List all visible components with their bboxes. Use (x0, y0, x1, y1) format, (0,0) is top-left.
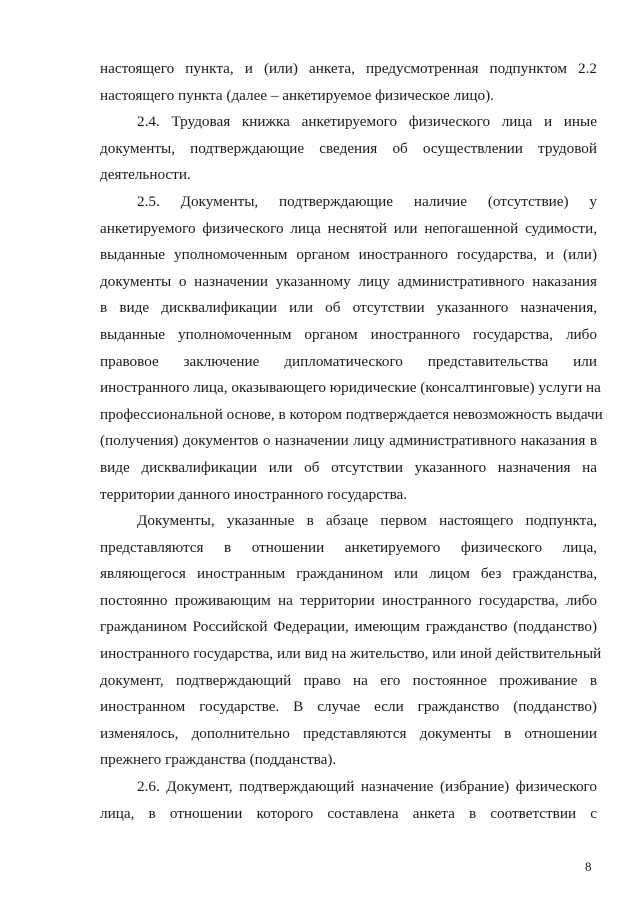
text-line: Документы, указанные в абзаце первом настоящего подпункта, (137, 512, 597, 530)
text-line: настоящего пункта, и (или) анкета, предусмотренная подпунктом 2.2 (100, 60, 597, 77)
text-line: иностранного лица, оказывающего юридические (консалтинговые) услуги на (100, 379, 601, 397)
text-line: прежнего гражданства (подданства). (100, 751, 337, 769)
text-line: документы, подтверждающие сведения об осуществлении трудовой (100, 139, 597, 157)
text-line: профессиональной основе, в котором подтверждается невозможность выдачи (100, 405, 603, 423)
text-line: деятельности. (100, 166, 191, 184)
paragraph-2-5 (100, 189, 603, 508)
text-line: иностранного государства, или вид на жительство, или иной действительный (100, 645, 602, 663)
text-line: представляются в отношении анкетируемого физического лица, (100, 538, 597, 556)
text-line: 2.5. Документы, подтверждающие наличие (отсутствие) у (137, 192, 597, 210)
text-line: изменялось, дополнительно представляются документы в отношении (100, 724, 597, 742)
text-line: правовое заключение дипломатического представительства или (100, 352, 597, 370)
text-line: анкетируемого физического лица неснятой или непогашенной судимости, (100, 219, 597, 237)
text-line: постоянно проживающим на территории иностранного государства, либо (100, 591, 597, 609)
text-line: виде дисквалификации или об отсутствии указанного назначения на (100, 458, 597, 476)
text-line: 2.4. Трудовая книжка анкетируемого физического лица и иные (137, 113, 597, 131)
text-line: настоящего пункта (далее – анкетируемое физическое лицо). (100, 86, 494, 104)
text-line: гражданином Российской Федерации, имеющим гражданство (подданство) (100, 618, 597, 636)
paragraph-continuation (100, 56, 597, 109)
paragraph-2-4 (100, 109, 597, 189)
text-line: документы о назначении указанному лицу административного наказания (100, 272, 597, 290)
text-line: выданные уполномоченным органом иностранного государства, и (или) (100, 246, 597, 264)
text-line: территории данного иностранного государства. (100, 485, 408, 503)
text-line: (получения) документов о назначении лицу административного наказания в (100, 432, 597, 450)
document-body (100, 56, 603, 827)
paragraph-documents-submission (100, 508, 602, 774)
text-line: документ, подтверждающий право на его постоянное проживание в (100, 671, 597, 689)
text-line: выданные уполномоченным органом иностранного государства, либо (100, 325, 597, 343)
text-line: в виде дисквалификации или об отсутствии указанного назначения, (100, 299, 597, 317)
text-line: являющегося иностранным гражданином или лицом без гражданства, (100, 565, 597, 583)
text-line: лица, в отношении которого составлена анкета в соответствии с (100, 804, 597, 822)
paragraph-2-6 (100, 774, 597, 827)
page-number: 8 (585, 859, 592, 874)
text-line: иностранном государстве. В случае если гражданство (подданство) (100, 698, 597, 716)
text-line: 2.6. Документ, подтверждающий назначение (избрание) физического (137, 778, 597, 796)
